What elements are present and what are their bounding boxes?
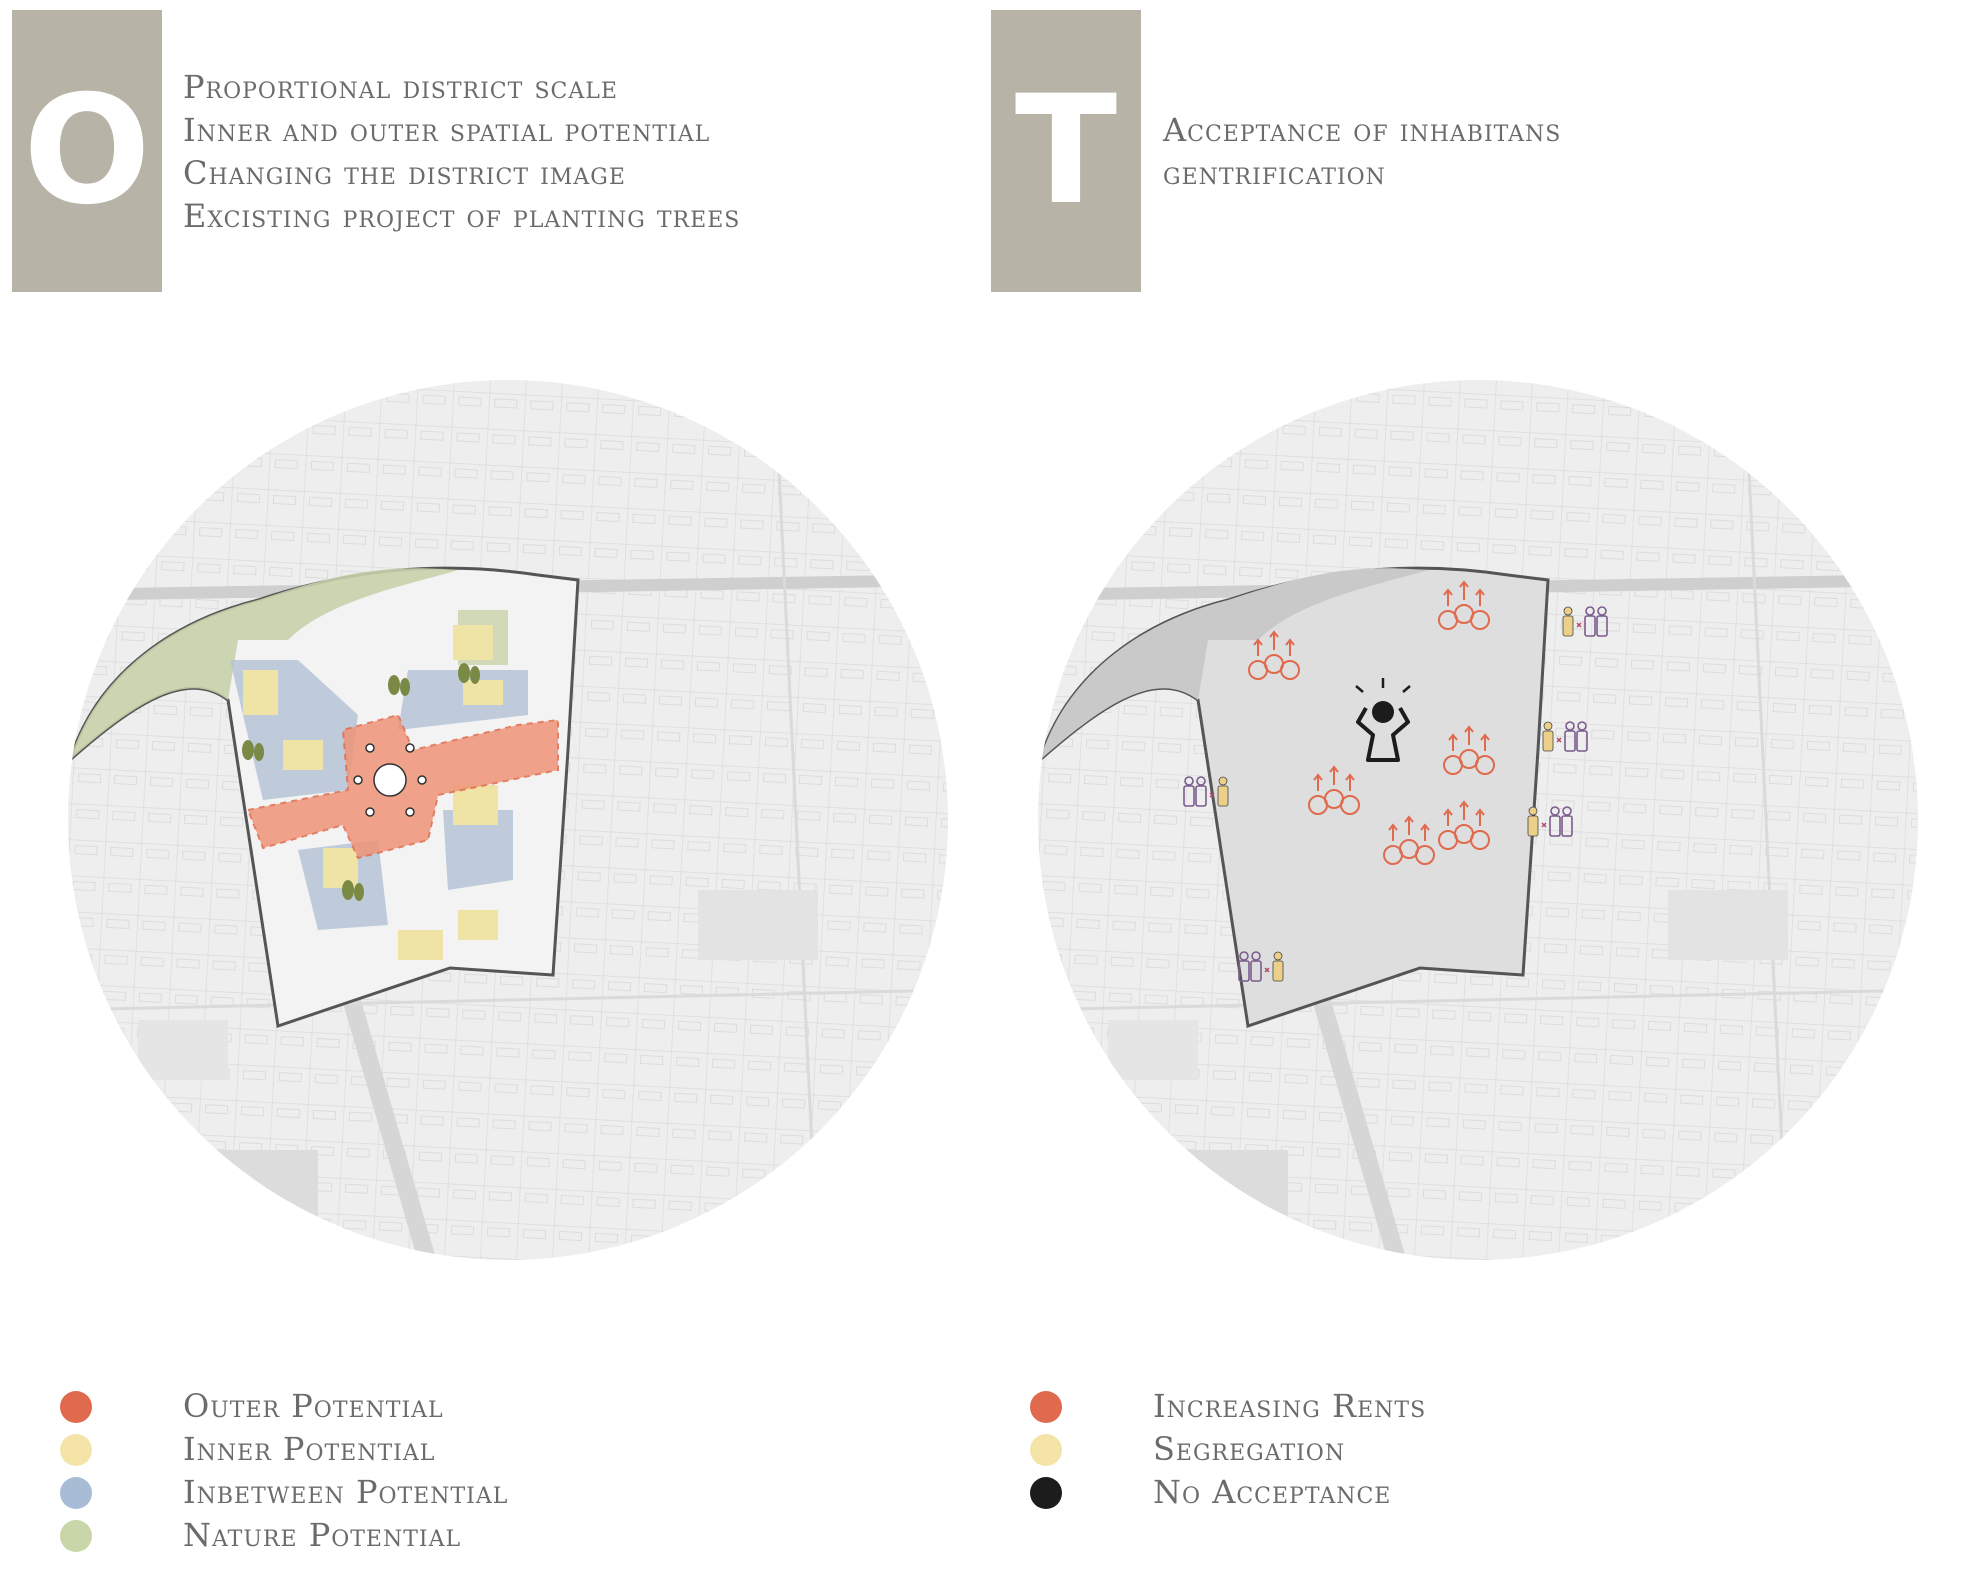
legend-label: Nature Potential bbox=[183, 1516, 462, 1554]
threat-item: Acceptance of inhabitans bbox=[1163, 111, 1562, 149]
legend-label: Inner Potential bbox=[183, 1430, 436, 1468]
opportunities-map bbox=[58, 370, 958, 1270]
legend-label: Segregation bbox=[1153, 1430, 1346, 1468]
opportunities-list bbox=[183, 66, 740, 238]
opportunity-item: Changing the district image bbox=[183, 154, 626, 192]
legend-dot bbox=[60, 1520, 92, 1552]
building-block bbox=[698, 890, 818, 960]
opportunities-letter: O bbox=[23, 64, 151, 238]
opportunities-letter-box bbox=[12, 10, 162, 292]
inner-potential-block bbox=[398, 930, 443, 960]
threats-map bbox=[1028, 370, 1928, 1270]
legend-dot bbox=[60, 1434, 92, 1466]
threat-item: gentrification bbox=[1163, 154, 1386, 192]
opportunity-item: Inner and outer spatial potential bbox=[183, 111, 711, 149]
legend-dot bbox=[60, 1391, 92, 1423]
center-node-icon bbox=[374, 764, 406, 796]
inner-potential-block bbox=[458, 910, 498, 940]
legend-dot bbox=[1030, 1391, 1062, 1423]
building-block bbox=[1158, 1150, 1288, 1230]
legend-label: Outer Potential bbox=[183, 1387, 444, 1425]
legend-dot bbox=[1030, 1477, 1062, 1509]
inner-potential-block bbox=[453, 625, 493, 660]
inner-potential-block bbox=[243, 670, 278, 715]
threats-panel bbox=[983, 0, 1966, 1578]
threats-list bbox=[1163, 109, 1561, 195]
inner-potential-block bbox=[323, 848, 358, 888]
building-block bbox=[188, 1150, 318, 1230]
opportunity-item: Proportional district scale bbox=[183, 68, 618, 106]
building-block bbox=[138, 1020, 228, 1080]
legend-dot bbox=[60, 1477, 92, 1509]
inner-potential-block bbox=[283, 740, 323, 770]
threats-letter: T bbox=[1014, 64, 1118, 238]
threats-letter-box bbox=[991, 10, 1141, 292]
building-block bbox=[1668, 890, 1788, 960]
legend-label: Increasing Rents bbox=[1153, 1387, 1427, 1425]
legend-label: Inbetween Potential bbox=[183, 1473, 509, 1511]
opportunity-item: Excisting project of planting trees bbox=[183, 197, 741, 235]
inner-potential-block bbox=[463, 680, 503, 705]
legend-label: No Acceptance bbox=[1153, 1473, 1392, 1511]
building-block bbox=[1108, 1020, 1198, 1080]
legend-dot bbox=[1030, 1434, 1062, 1466]
